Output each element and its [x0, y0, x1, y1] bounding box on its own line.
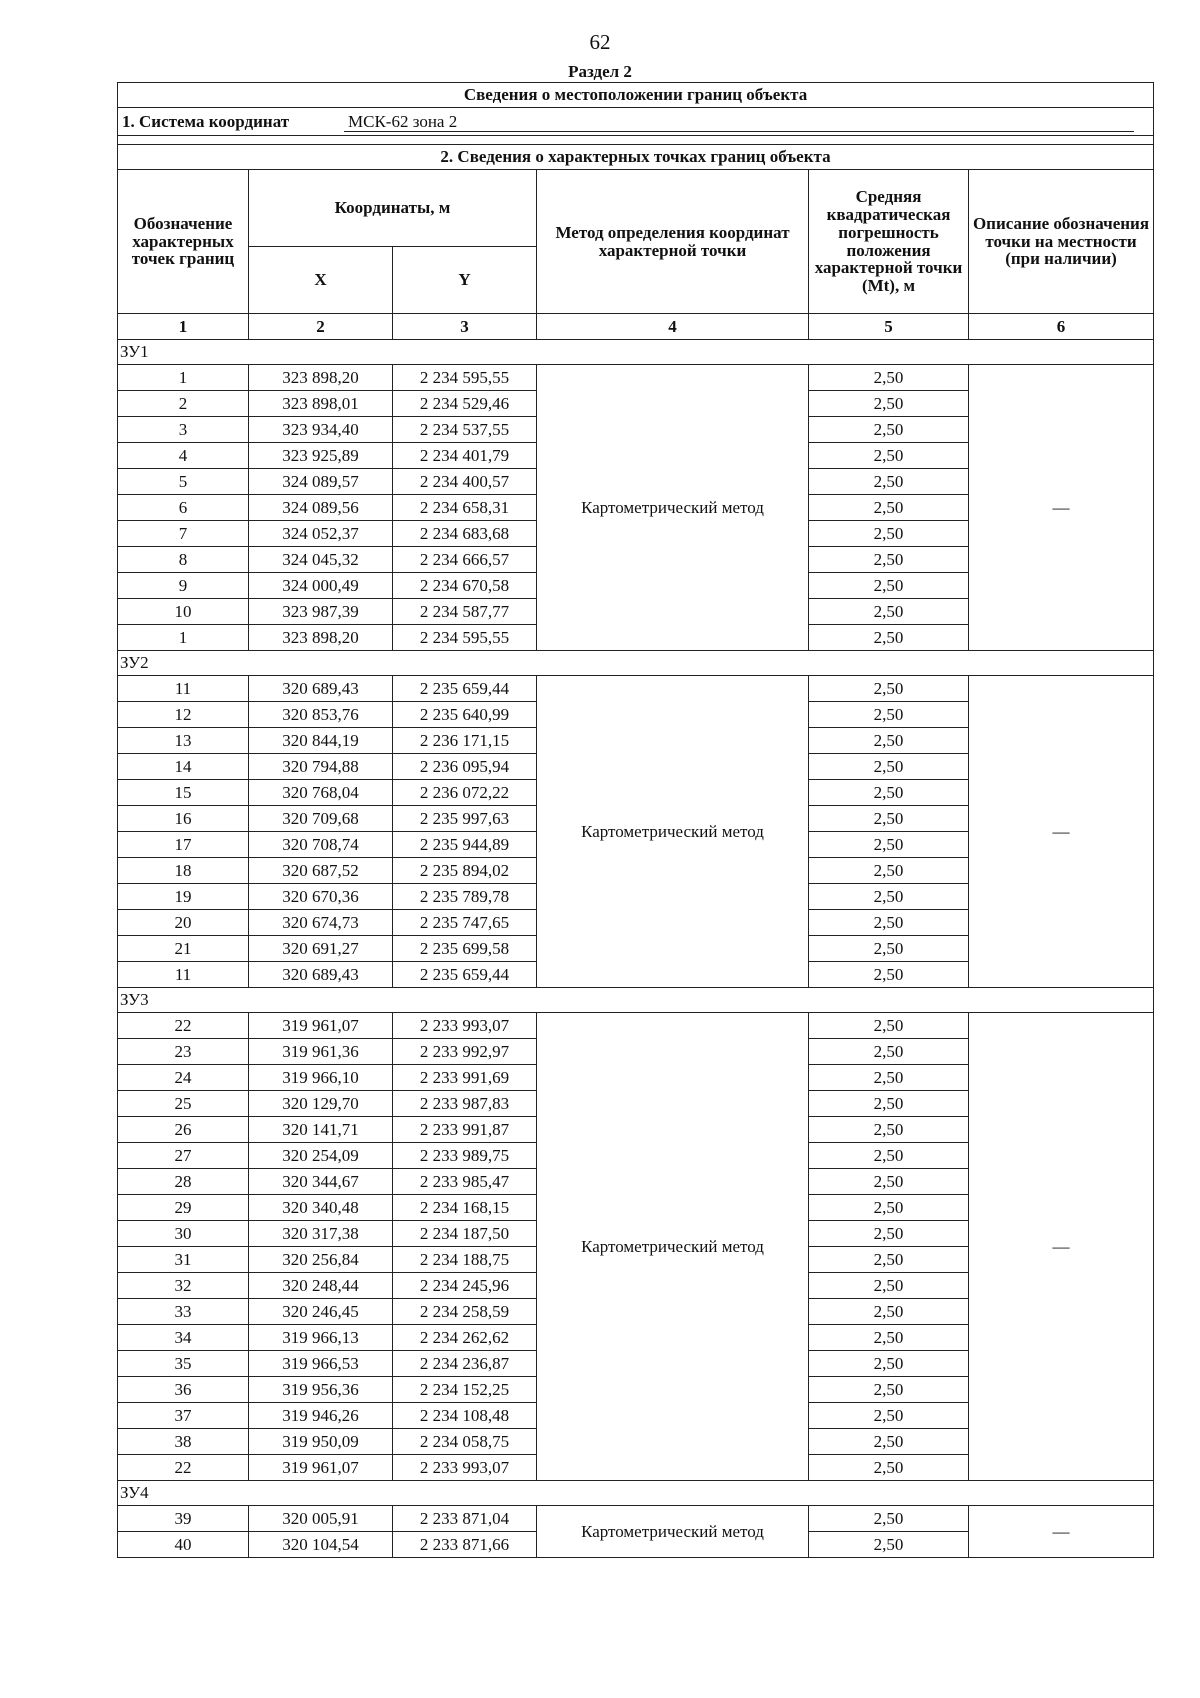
error-value: 2,50 — [809, 1325, 969, 1351]
coordinate-y: 2 234 058,75 — [393, 1429, 537, 1455]
group-row — [118, 651, 1154, 676]
point-designation: 3 — [118, 417, 249, 443]
error-value: 2,50 — [809, 676, 969, 702]
coordinate-y: 2 233 989,75 — [393, 1143, 537, 1169]
coordinate-y: 2 234 587,77 — [393, 599, 537, 625]
point-designation: 22 — [118, 1013, 249, 1039]
point-designation: 32 — [118, 1273, 249, 1299]
coordinate-x: 320 246,45 — [249, 1299, 393, 1325]
table-body — [118, 83, 1154, 1558]
coordinate-x: 320 256,84 — [249, 1247, 393, 1273]
coordinate-x: 320 674,73 — [249, 910, 393, 936]
group-row — [118, 988, 1154, 1013]
coordinate-y: 2 234 152,25 — [393, 1377, 537, 1403]
point-designation: 14 — [118, 754, 249, 780]
point-designation: 33 — [118, 1299, 249, 1325]
point-designation: 23 — [118, 1039, 249, 1065]
point-designation: 4 — [118, 443, 249, 469]
column-number: 2 — [249, 314, 393, 340]
error-value: 2,50 — [809, 1143, 969, 1169]
error-value: 2,50 — [809, 1247, 969, 1273]
error-value: 2,50 — [809, 599, 969, 625]
error-value: 2,50 — [809, 469, 969, 495]
coordinate-y: 2 233 985,47 — [393, 1169, 537, 1195]
coordinate-x: 320 104,54 — [249, 1532, 393, 1558]
error-value: 2,50 — [809, 1221, 969, 1247]
error-value: 2,50 — [809, 547, 969, 573]
coordinate-x: 320 670,36 — [249, 884, 393, 910]
coordinate-x: 319 966,53 — [249, 1351, 393, 1377]
point-designation: 25 — [118, 1091, 249, 1117]
coordinate-x: 323 934,40 — [249, 417, 393, 443]
coordinate-x: 319 961,07 — [249, 1455, 393, 1481]
coordinate-y: 2 236 072,22 — [393, 780, 537, 806]
coordinate-y: 2 235 944,89 — [393, 832, 537, 858]
error-value: 2,50 — [809, 1195, 969, 1221]
description-cell: — — [969, 365, 1154, 651]
point-designation: 20 — [118, 910, 249, 936]
coordinate-y: 2 236 095,94 — [393, 754, 537, 780]
coordinate-y: 2 235 894,02 — [393, 858, 537, 884]
group-name: ЗУ1 — [118, 340, 1154, 365]
error-value: 2,50 — [809, 780, 969, 806]
coordinate-y: 2 234 168,15 — [393, 1195, 537, 1221]
error-value: 2,50 — [809, 1532, 969, 1558]
point-designation: 37 — [118, 1403, 249, 1429]
coordinate-y: 2 234 595,55 — [393, 365, 537, 391]
error-value: 2,50 — [809, 806, 969, 832]
coordinate-x: 319 961,07 — [249, 1013, 393, 1039]
table-title: Сведения о местоположении границ объекта — [118, 83, 1154, 108]
coordinate-y: 2 233 992,97 — [393, 1039, 537, 1065]
coordinate-y: 2 234 666,57 — [393, 547, 537, 573]
error-value: 2,50 — [809, 858, 969, 884]
point-designation: 24 — [118, 1065, 249, 1091]
coordinate-y: 2 235 640,99 — [393, 702, 537, 728]
coordinate-y: 2 234 236,87 — [393, 1351, 537, 1377]
coordinate-y: 2 234 683,68 — [393, 521, 537, 547]
point-designation: 16 — [118, 806, 249, 832]
point-designation: 5 — [118, 469, 249, 495]
coordinate-x: 320 340,48 — [249, 1195, 393, 1221]
point-designation: 27 — [118, 1143, 249, 1169]
coordinate-x: 320 317,38 — [249, 1221, 393, 1247]
error-value: 2,50 — [809, 1455, 969, 1481]
error-value: 2,50 — [809, 910, 969, 936]
error-value: 2,50 — [809, 1403, 969, 1429]
point-designation: 35 — [118, 1351, 249, 1377]
header-x: X — [249, 247, 393, 314]
coordinate-y: 2 235 659,44 — [393, 676, 537, 702]
error-value: 2,50 — [809, 521, 969, 547]
coordinate-y: 2 234 245,96 — [393, 1273, 537, 1299]
coordinate-x: 324 089,56 — [249, 495, 393, 521]
coordinate-x: 324 089,57 — [249, 469, 393, 495]
coordinate-x: 319 950,09 — [249, 1429, 393, 1455]
coordinate-x: 320 768,04 — [249, 780, 393, 806]
error-value: 2,50 — [809, 495, 969, 521]
coordinate-system-value: МСК-62 зона 2 — [344, 112, 1134, 132]
method-cell: Картометрический метод — [537, 1506, 809, 1558]
error-value: 2,50 — [809, 391, 969, 417]
coordinate-x: 320 691,27 — [249, 936, 393, 962]
header-method: Метод определения координат характерной точки — [537, 170, 809, 314]
column-number: 3 — [393, 314, 537, 340]
coordinate-x: 320 129,70 — [249, 1091, 393, 1117]
point-designation: 6 — [118, 495, 249, 521]
coordinate-y: 2 234 670,58 — [393, 573, 537, 599]
point-designation: 26 — [118, 1117, 249, 1143]
method-cell: Картометрический метод — [537, 365, 809, 651]
point-designation: 36 — [118, 1377, 249, 1403]
point-designation: 11 — [118, 676, 249, 702]
error-value: 2,50 — [809, 962, 969, 988]
point-designation: 12 — [118, 702, 249, 728]
coordinate-system-row — [118, 108, 1154, 136]
point-designation: 28 — [118, 1169, 249, 1195]
coordinate-y: 2 234 537,55 — [393, 417, 537, 443]
header-description: Описание обозначения точки на местности (при наличии) — [969, 170, 1154, 314]
table-row — [118, 676, 1154, 702]
table-row — [118, 1506, 1154, 1532]
coordinate-x: 319 966,13 — [249, 1325, 393, 1351]
point-designation: 34 — [118, 1325, 249, 1351]
method-cell: Картометрический метод — [537, 1013, 809, 1481]
coordinate-x: 319 946,26 — [249, 1403, 393, 1429]
group-row — [118, 1481, 1154, 1506]
coordinate-y: 2 234 262,62 — [393, 1325, 537, 1351]
point-designation: 17 — [118, 832, 249, 858]
coordinate-x: 320 689,43 — [249, 676, 393, 702]
description-cell: — — [969, 1506, 1154, 1558]
coordinate-y: 2 235 659,44 — [393, 962, 537, 988]
section-title: Раздел 2 — [568, 62, 632, 81]
header-error: Средняя квадратическая погрешность положения характерной точки (Mt), м — [809, 170, 969, 314]
error-value: 2,50 — [809, 1091, 969, 1117]
coordinate-system-label: 1. Система координат — [122, 111, 290, 131]
coordinate-x: 323 987,39 — [249, 599, 393, 625]
header-coordinates: Координаты, м — [249, 170, 537, 247]
group-name: ЗУ2 — [118, 651, 1154, 676]
point-designation: 22 — [118, 1455, 249, 1481]
point-designation: 18 — [118, 858, 249, 884]
coordinate-y: 2 234 258,59 — [393, 1299, 537, 1325]
page-number: 62 — [589, 30, 611, 54]
group-row — [118, 340, 1154, 365]
coordinate-x: 323 898,20 — [249, 625, 393, 651]
error-value: 2,50 — [809, 832, 969, 858]
coordinate-y: 2 233 991,69 — [393, 1065, 537, 1091]
header-designation: Обозначение характерных точек границ — [118, 170, 249, 314]
point-designation: 30 — [118, 1221, 249, 1247]
error-value: 2,50 — [809, 1299, 969, 1325]
error-value: 2,50 — [809, 754, 969, 780]
coordinate-x: 324 052,37 — [249, 521, 393, 547]
coordinate-x: 320 709,68 — [249, 806, 393, 832]
coordinate-x: 324 000,49 — [249, 573, 393, 599]
point-designation: 11 — [118, 962, 249, 988]
error-value: 2,50 — [809, 573, 969, 599]
point-designation: 19 — [118, 884, 249, 910]
error-value: 2,50 — [809, 1169, 969, 1195]
method-cell: Картометрический метод — [537, 676, 809, 988]
error-value: 2,50 — [809, 1273, 969, 1299]
coordinate-y: 2 235 747,65 — [393, 910, 537, 936]
point-designation: 1 — [118, 625, 249, 651]
coordinate-x: 323 898,01 — [249, 391, 393, 417]
coordinate-y: 2 235 699,58 — [393, 936, 537, 962]
coordinate-x: 320 853,76 — [249, 702, 393, 728]
coordinate-x: 324 045,32 — [249, 547, 393, 573]
error-value: 2,50 — [809, 1039, 969, 1065]
coordinate-y: 2 235 789,78 — [393, 884, 537, 910]
error-value: 2,50 — [809, 936, 969, 962]
boundary-points-table — [117, 82, 1154, 1558]
column-number: 5 — [809, 314, 969, 340]
error-value: 2,50 — [809, 625, 969, 651]
point-designation: 15 — [118, 780, 249, 806]
spacer-row — [118, 136, 1154, 145]
point-designation: 1 — [118, 365, 249, 391]
table-row — [118, 1013, 1154, 1039]
coordinate-x: 320 844,19 — [249, 728, 393, 754]
points-title: 2. Сведения о характерных точках границ объекта — [118, 145, 1154, 170]
coordinate-x: 320 005,91 — [249, 1506, 393, 1532]
error-value: 2,50 — [809, 443, 969, 469]
coordinate-x: 319 956,36 — [249, 1377, 393, 1403]
coordinate-y: 2 233 871,04 — [393, 1506, 537, 1532]
point-designation: 13 — [118, 728, 249, 754]
coordinate-x: 323 898,20 — [249, 365, 393, 391]
group-name: ЗУ3 — [118, 988, 1154, 1013]
point-designation: 40 — [118, 1532, 249, 1558]
coordinate-x: 320 141,71 — [249, 1117, 393, 1143]
column-number: 4 — [537, 314, 809, 340]
coordinate-x: 320 687,52 — [249, 858, 393, 884]
error-value: 2,50 — [809, 1429, 969, 1455]
coordinate-y: 2 234 187,50 — [393, 1221, 537, 1247]
coordinate-y: 2 234 401,79 — [393, 443, 537, 469]
coordinate-y: 2 234 595,55 — [393, 625, 537, 651]
description-cell: — — [969, 676, 1154, 988]
error-value: 2,50 — [809, 1377, 969, 1403]
point-designation: 29 — [118, 1195, 249, 1221]
coordinate-y: 2 234 188,75 — [393, 1247, 537, 1273]
error-value: 2,50 — [809, 728, 969, 754]
point-designation: 2 — [118, 391, 249, 417]
point-designation: 21 — [118, 936, 249, 962]
error-value: 2,50 — [809, 417, 969, 443]
error-value: 2,50 — [809, 1065, 969, 1091]
coordinate-y: 2 236 171,15 — [393, 728, 537, 754]
error-value: 2,50 — [809, 884, 969, 910]
coordinate-x: 320 689,43 — [249, 962, 393, 988]
point-designation: 10 — [118, 599, 249, 625]
coordinate-x: 320 708,74 — [249, 832, 393, 858]
coordinate-y: 2 233 993,07 — [393, 1455, 537, 1481]
coordinate-x: 319 961,36 — [249, 1039, 393, 1065]
point-designation: 31 — [118, 1247, 249, 1273]
error-value: 2,50 — [809, 1117, 969, 1143]
error-value: 2,50 — [809, 1506, 969, 1532]
coordinate-x: 323 925,89 — [249, 443, 393, 469]
coordinate-y: 2 233 871,66 — [393, 1532, 537, 1558]
point-designation: 7 — [118, 521, 249, 547]
coordinate-x: 320 248,44 — [249, 1273, 393, 1299]
coordinate-y: 2 233 987,83 — [393, 1091, 537, 1117]
coordinate-y: 2 234 658,31 — [393, 495, 537, 521]
coordinate-y: 2 234 529,46 — [393, 391, 537, 417]
coordinate-y: 2 234 108,48 — [393, 1403, 537, 1429]
error-value: 2,50 — [809, 702, 969, 728]
coordinate-y: 2 234 400,57 — [393, 469, 537, 495]
coordinate-y: 2 233 993,07 — [393, 1013, 537, 1039]
description-cell: — — [969, 1013, 1154, 1481]
coordinate-y: 2 235 997,63 — [393, 806, 537, 832]
error-value: 2,50 — [809, 1351, 969, 1377]
table-row — [118, 365, 1154, 391]
error-value: 2,50 — [809, 365, 969, 391]
group-name: ЗУ4 — [118, 1481, 1154, 1506]
coordinate-x: 320 254,09 — [249, 1143, 393, 1169]
column-number: 1 — [118, 314, 249, 340]
coordinate-x: 320 794,88 — [249, 754, 393, 780]
coordinate-y: 2 233 991,87 — [393, 1117, 537, 1143]
point-designation: 8 — [118, 547, 249, 573]
column-number: 6 — [969, 314, 1154, 340]
point-designation: 38 — [118, 1429, 249, 1455]
error-value: 2,50 — [809, 1013, 969, 1039]
coordinate-x: 319 966,10 — [249, 1065, 393, 1091]
header-y: Y — [393, 247, 537, 314]
point-designation: 9 — [118, 573, 249, 599]
coordinate-x: 320 344,67 — [249, 1169, 393, 1195]
point-designation: 39 — [118, 1506, 249, 1532]
